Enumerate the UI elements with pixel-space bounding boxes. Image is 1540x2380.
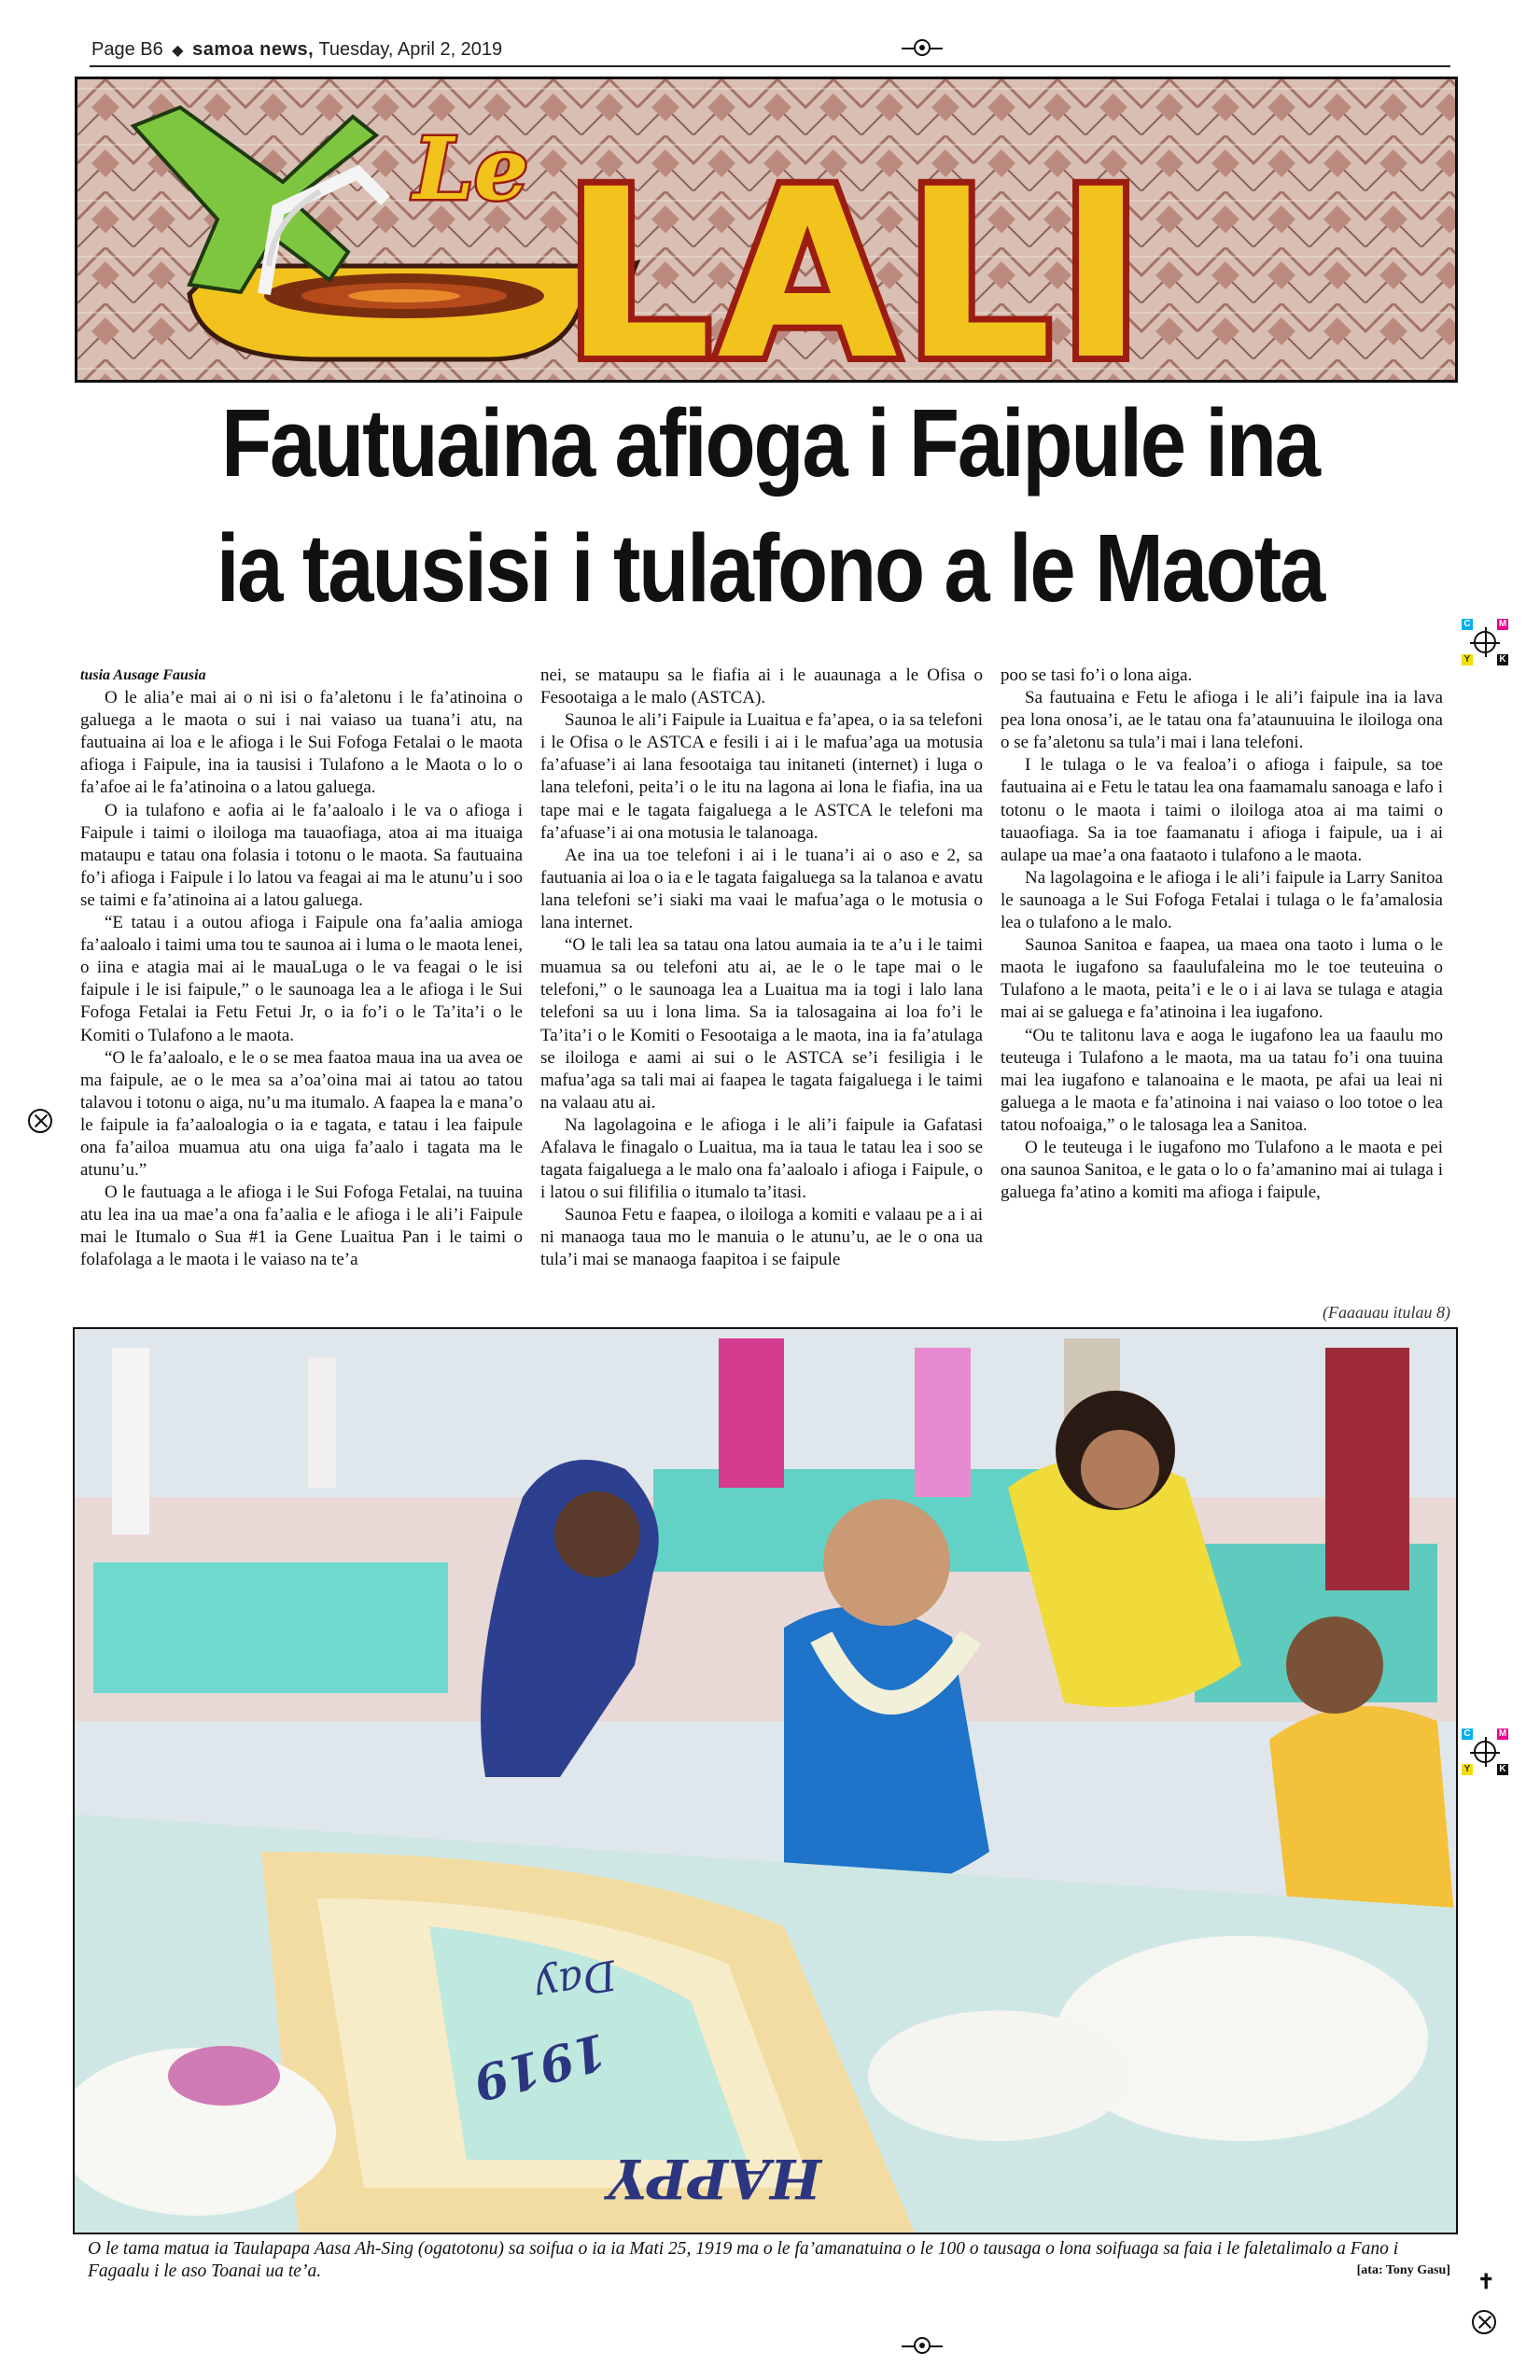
section-prefix: Le	[413, 119, 529, 219]
folio-text	[91, 39, 502, 61]
paragraph: O le teuteuga i le iugafono mo Tulafono a le maota e pei ona saunoa Sanitoa, e le gata o lo o fa’amanino mai ai tulaga i galuega fa’atino a komiti ma afioga i faipule,	[1001, 1137, 1443, 1203]
issue-date: Tuesday, April 2, 2019	[318, 39, 503, 60]
crop-mark-icon	[1472, 2310, 1496, 2334]
news-photo	[73, 1327, 1458, 2234]
byline: tusia Ausage Fausia	[80, 667, 206, 683]
paragraph: O le fautuaga a le afioga i le Sui Fofoga Fetalai, na tuuina atu lea ina ua mae’a ona fa’aalia e le afioga i le ali’i Faipule mai le Itumalo o Sua #1 ia Gene Luaitua Pan i le taimi o folafolaga a le maota i le vaiaso na te’a	[80, 1183, 523, 1270]
banner-artwork	[77, 79, 1455, 380]
article-body	[80, 665, 1460, 1299]
folio-rule	[90, 65, 1450, 67]
diamond-icon: ◆	[172, 43, 184, 59]
headline	[156, 381, 1384, 631]
birthday-photo-illustration	[75, 1329, 1456, 2233]
paragraph: Na lagolagoina e le afioga i le ali’i faipule ia Gafatasi Afalava le finagalo o Luaitua, ma ia taua le tatau lea i soo se tagata faigaluega a le malo ona fa’aaloalo i afioga i Faipule, o i latou o sui filifilia o itumalo ta’itasi.	[540, 1114, 983, 1203]
continued-notice: (Faaauau itulau 8)	[1323, 1303, 1450, 1322]
paragraph: nei, se mataupu sa le fiafia ai i le auaunaga a le Ofisa o Fesootaiga a le malo (ASTCA).	[540, 665, 983, 708]
photo-caption: O le tama matua ia Taulapapa Aasa Ah-Sing (ogatotonu) sa soifua o ia ia Mati 25, 1919 ma o le fa’amanatuina o le 100 o tausaga o lona soifuaga sa faia i le faletalimalo a Fano i Fagaalu i le aso Toanai ua te’a.	[88, 2239, 1399, 2281]
cake-text-day: Day	[532, 1950, 620, 2011]
paragraph: Saunoa Sanitoa e faapea, ua maea ona taoto i luma o le maota le iugafono sa faaulufaleina mo le toe teuteuina o Tulafono a le maota, peita’i e le o i ai lava se tulaga e atagia mai ai se galuega e fa’atinoina i lea iugafono.	[1001, 935, 1443, 1023]
paragraph: “E tatau i a outou afioga i Faipule ona fa’aalia amioga fa’aaloalo i taimi uma tou te saunoa ai i luma o le maota lenei, o iina e atagia mai ai le mauaLuga o le va feagai o le isi faipule i le isi faipule,” o le saunoaga lea a le afioga i le Sui Fofoga Fetalai ia Fetu Fetui Jr, o ia fo’i o le Ta’ita’i o le Komiti o Tulafono a le maota.	[80, 913, 523, 1045]
paragraph: poo se tasi fo’i o lona aiga.	[1001, 665, 1193, 685]
paragraph: Sa fautuaina e Fetu le afioga i le ali’i faipule ina ia lava pea lona onosa’i, ae le tatau ona fa’ataunuuina le iloiloga ona o se fa’aletonu sa tula’i mai i lana telefoni.	[1001, 688, 1443, 753]
publication-name: samoa news,	[192, 39, 315, 60]
headline-line-1: Fautuaina afioga i Faipule ina	[221, 389, 1319, 497]
cake-text-year: 1919	[467, 2021, 613, 2112]
paragraph: Saunoa le ali’i Faipule ia Luaitua e fa’apea, o ia sa telefoni i le Ofisa o le ASTCA e fesili i ai i le mafua’aga ua motusia fa’afuase’i ai lana fesootaiga tau initaneti (internet) i luga o lana telefoni, peita’i o le itu na lagona ai lona le fiafia, ina ua tape mai e le tagata faigaluega a le ASTCA le telefoni ma fa’afuase’i ai ona motusia le talanoaga.	[540, 710, 983, 843]
cross-mark-icon: ✝	[1477, 2270, 1495, 2293]
paragraph: Ae ina ua toe telefoni i ai i le tuana’i ai o aso e 2, sa fautuania ai loa o ia e le tagata faigaluega sa la talanoa e avatu lana telefoni se’i siaki ma vaai le mafua’aga o le motusia o lana internet.	[540, 845, 983, 933]
registration-mark-icon	[902, 39, 943, 58]
page-number: Page B6	[91, 39, 163, 60]
cake-text-happy: HAPPY	[608, 2147, 821, 2210]
folio-line	[90, 35, 1450, 65]
paragraph: I le tulaga o le va fealoa’i o afioga i faipule, sa toe fautuaina ai e Fetu le tatau lea ona faamamalu sanoaga e lafo i totonu o le maota i taimi o iloiloga atoa ai ma taimi o tauaofiaga. Sa ia toe faamanatu i afioga i faipule, ua i ai aulape ua mae’a ona faataoto i tulafono a le maota.	[1001, 755, 1443, 865]
photo-credit: [ata: Tony Gasu]	[1356, 2263, 1450, 2277]
article-column-2	[540, 665, 983, 1299]
headline-line-2: ia tausisi i tulafono a le Maota	[216, 514, 1324, 622]
article-column-3	[1001, 665, 1443, 1299]
section-banner	[75, 77, 1458, 383]
paragraph: “Ou te talitonu lava e aoga le iugafono lea ua faaulu mo teuteuga i Tulafono a le maota, ma ua tatau fo’i ona tuuina mai lea iugafono e talanoaina e le maota, pe afai ua leai ni galuega a le maota e fa’atinoina i nai vaiaso o loo totoe o lea tatou nofoaiga,” o le talosaga lea a Sanitoa.	[1001, 1025, 1443, 1135]
paragraph: O le alia’e mai ai o ni isi o fa’aletonu i le fa’atinoina o galuega a le maota o sui i nai vaiaso ua tuana’i atu, na fautuaina ai loa e le afioga i le Sui Fofoga Fetalai o le maota afioga i Faipule, ina ia tausisi i Tulafono a le Maota o lo o fa’afoe ai le fa’atinoina o a latou galuega.	[80, 688, 523, 798]
section-name: LALI	[563, 139, 1151, 380]
cmyk-registration-icon: C M Y K	[1462, 619, 1508, 665]
paragraph: “O le tali lea sa tatau ona latou aumaia ia te a’u i le taimi muamua sa ou telefoni atu ai, ae le o le tape mai o le telefoni,” o le saunoaga lea a Luaitua ma ia togi i lalo lana telefoni sa uu i lona lima. Sa ia talosagaina ai loa fo’i le Ta’ita’i o le Komiti o Fesootaiga a le maota, ina ia fa’atulaga se iloiloga e aami ai sui o le ASTCA se’i fesiligia i le mafua’aga sa tali mai ai faapea le tagata faigaluega i le taimi na valaau atu ai.	[540, 935, 983, 1113]
paragraph: “O le fa’aaloalo, e le o se mea faatoa maua ina ua avea oe ma faipule, ae o le mea sa a’oa’oina mai ai tatou ao tatou talavou i totonu o aiga, nu’u ma itumalo. A faapea la e mana’o le faipule ia fa’aaloalogia o ia e tagata, e tatau i lea faipule ona fa’ailoa muamua atu ona uiga fa’aalo i tagata ma le atunu’u.”	[80, 1047, 523, 1181]
crop-mark-icon	[28, 1109, 52, 1133]
article-column-1	[80, 665, 523, 1299]
registration-mark-icon	[902, 2337, 943, 2356]
paragraph: O ia tulafono e aofia ai le fa’aaloalo i le va o afioga i Faipule i taimi o iloiloga ma tauaofiaga, atoa ai ma ituaiga mataupu e tatau ona folasia i totonu o le maota. Sa fautuaina fo’i afioga i Faipule i lo latou va feagai ai ma le atunu’u i soo se taimi e fa’atinoina ai a latou galuega.	[80, 800, 523, 910]
cmyk-registration-icon: C M Y K	[1462, 1729, 1508, 1775]
paragraph: Na lagolagoina e le afioga i le ali’i faipule ia Larry Sanitoa le saunoaga a le Sui Fofoga Fetalai i tulaga o le fa’amalosia lea o tulafono a le malo.	[1001, 867, 1443, 933]
paragraph: Saunoa Fetu e faapea, o iloiloga a komiti e valaau pe a i ai ni manaoga taua mo le manuia o le atunu’u, ae le o ona ua tula’i mai se manaoga faapitoa i se faipule	[540, 1205, 983, 1270]
